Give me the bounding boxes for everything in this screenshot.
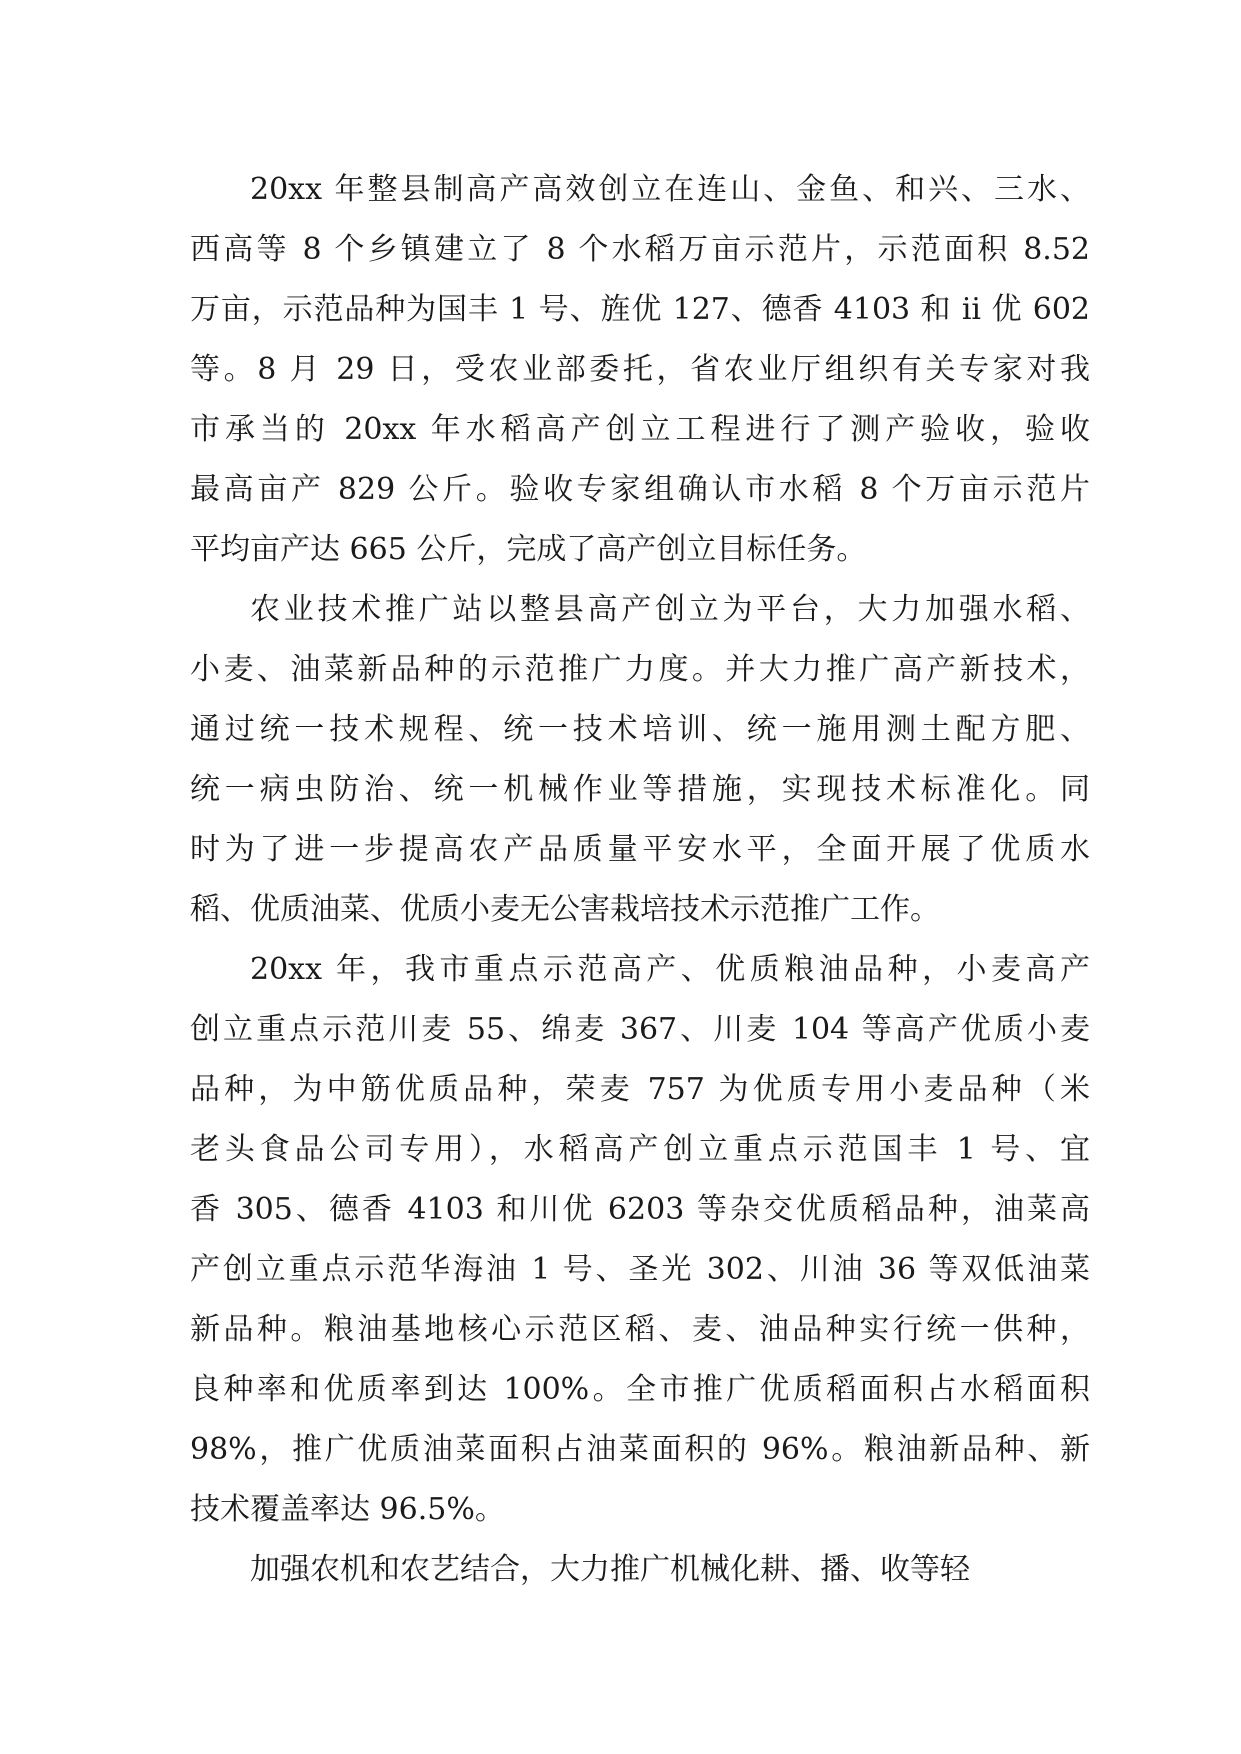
- paragraph-4: [190, 1540, 1090, 1600]
- paragraph-line: 20xx 年，我市重点示范高产、优质粮油品种，小麦高产: [250, 952, 1090, 987]
- paragraph-3: [190, 940, 1090, 1540]
- paragraph-line: 98%，推广优质油菜面积占油菜面积的 96%。粮油新品种、新: [190, 1432, 1090, 1467]
- paragraph-line: 等。8 月 29 日，受农业部委托，省农业厅组织有关专家对我: [190, 352, 1090, 387]
- paragraph-line: 万亩，示范品种为国丰 1 号、旌优 127、德香 4103 和 ii 优 602: [190, 292, 1090, 327]
- paragraph-line: 香 305、德香 4103 和川优 6203 等杂交优质稻品种，油菜高: [190, 1192, 1090, 1227]
- paragraph-line: 小麦、油菜新品种的示范推广力度。并大力推广高产新技术，: [190, 652, 1090, 687]
- paragraph-line: 平均亩产达 665 公斤，完成了高产创立目标任务。: [190, 532, 867, 567]
- paragraph-line: 最高亩产 829 公斤。验收专家组确认市水稻 8 个万亩示范片: [190, 472, 1090, 507]
- paragraph-line: 通过统一技术规程、统一技术培训、统一施用测土配方肥、: [190, 712, 1090, 747]
- paragraph-2: [190, 580, 1090, 940]
- paragraph-line: 技术覆盖率达 96.5%。: [190, 1492, 505, 1527]
- paragraph-line: 统一病虫防治、统一机械作业等措施，实现技术标准化。同: [190, 772, 1090, 807]
- paragraph-line: 稻、优质油菜、优质小麦无公害栽培技术示范推广工作。: [190, 892, 940, 927]
- paragraph-line: 新品种。粮油基地核心示范区稻、麦、油品种实行统一供种，: [190, 1312, 1090, 1347]
- document-body: [190, 160, 1090, 1600]
- paragraph-1: [190, 160, 1090, 580]
- paragraph-line: 市承当的 20xx 年水稻高产创立工程进行了测产验收，验收: [190, 412, 1090, 447]
- paragraph-line: 老头食品公司专用），水稻高产创立重点示范国丰 1 号、宜: [190, 1132, 1090, 1167]
- paragraph-line: 创立重点示范川麦 55、绵麦 367、川麦 104 等高产优质小麦: [190, 1012, 1090, 1047]
- paragraph-line: 西高等 8 个乡镇建立了 8 个水稻万亩示范片，示范面积 8.52: [190, 232, 1090, 267]
- paragraph-line: 品种，为中筋优质品种，荣麦 757 为优质专用小麦品种（米: [190, 1072, 1090, 1107]
- paragraph-line: 农业技术推广站以整县高产创立为平台，大力加强水稻、: [250, 592, 1090, 627]
- paragraph-line: 20xx 年整县制高产高效创立在连山、金鱼、和兴、三水、: [250, 172, 1090, 207]
- paragraph-line: 产创立重点示范华海油 1 号、圣光 302、川油 36 等双低油菜: [190, 1252, 1090, 1287]
- paragraph-line: 良种率和优质率到达 100%。全市推广优质稻面积占水稻面积: [190, 1372, 1090, 1407]
- paragraph-line: 加强农机和农艺结合，大力推广机械化耕、播、收等轻: [250, 1552, 970, 1587]
- paragraph-line: 时为了进一步提高农产品质量平安水平，全面开展了优质水: [190, 832, 1090, 867]
